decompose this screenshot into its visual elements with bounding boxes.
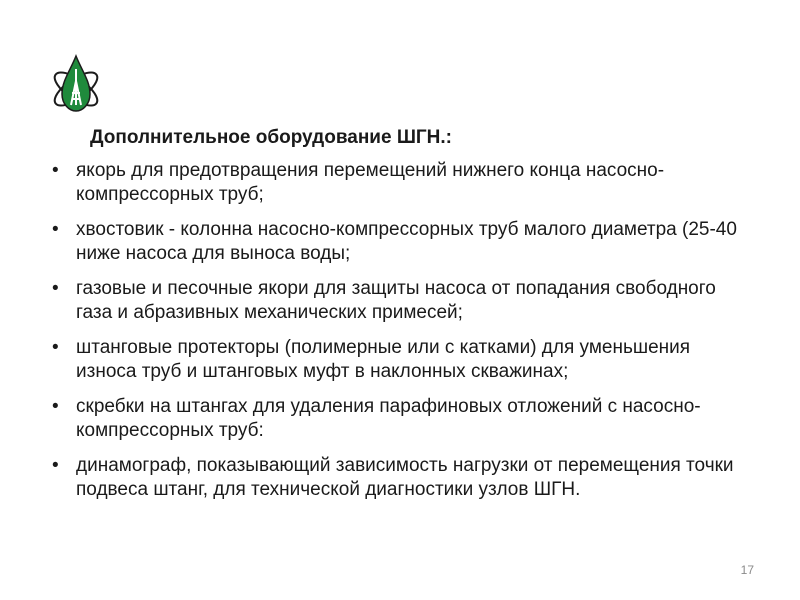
list-item (48, 395, 738, 443)
bullet-icon: • (52, 396, 59, 417)
list-item (48, 277, 738, 325)
page-number: 17 (740, 563, 754, 577)
slide-heading: Дополнительное оборудование ШГН.: (90, 127, 453, 148)
bullet-icon: • (52, 455, 59, 476)
list-item-text: газовые и песочные якори для защиты насоса от попадания свободного газа и абразивных механических примесей; (76, 278, 716, 323)
company-logo-icon (48, 53, 104, 117)
bullet-icon: • (52, 278, 59, 299)
list-item (48, 336, 738, 384)
list-item-text: хвостовик - колонна насосно-компрессорных труб малого диаметра (25-40 ниже насоса для выноса воды; (76, 219, 737, 264)
bullet-icon: • (52, 160, 59, 181)
list-item-text: скребки на штангах для удаления парафиновых отложений с насосно-компрессорных труб: (76, 396, 701, 441)
equipment-list (48, 159, 738, 513)
bullet-icon: • (52, 219, 59, 240)
list-item (48, 218, 738, 266)
bullet-icon: • (52, 337, 59, 358)
list-item-text: штанговые протекторы (полимерные или с катками) для уменьшения износа труб и штанговых муфт в наклонных скважинах; (76, 337, 691, 382)
list-item-text: динамограф, показывающий зависимость нагрузки от перемещения точки подвеса штанг, для технической диагностики узлов ШГН. (76, 455, 734, 500)
list-item (48, 159, 738, 207)
list-item (48, 454, 738, 502)
list-item-text: якорь для предотвращения перемещений нижнего конца насосно-компрессорных труб; (76, 160, 665, 205)
